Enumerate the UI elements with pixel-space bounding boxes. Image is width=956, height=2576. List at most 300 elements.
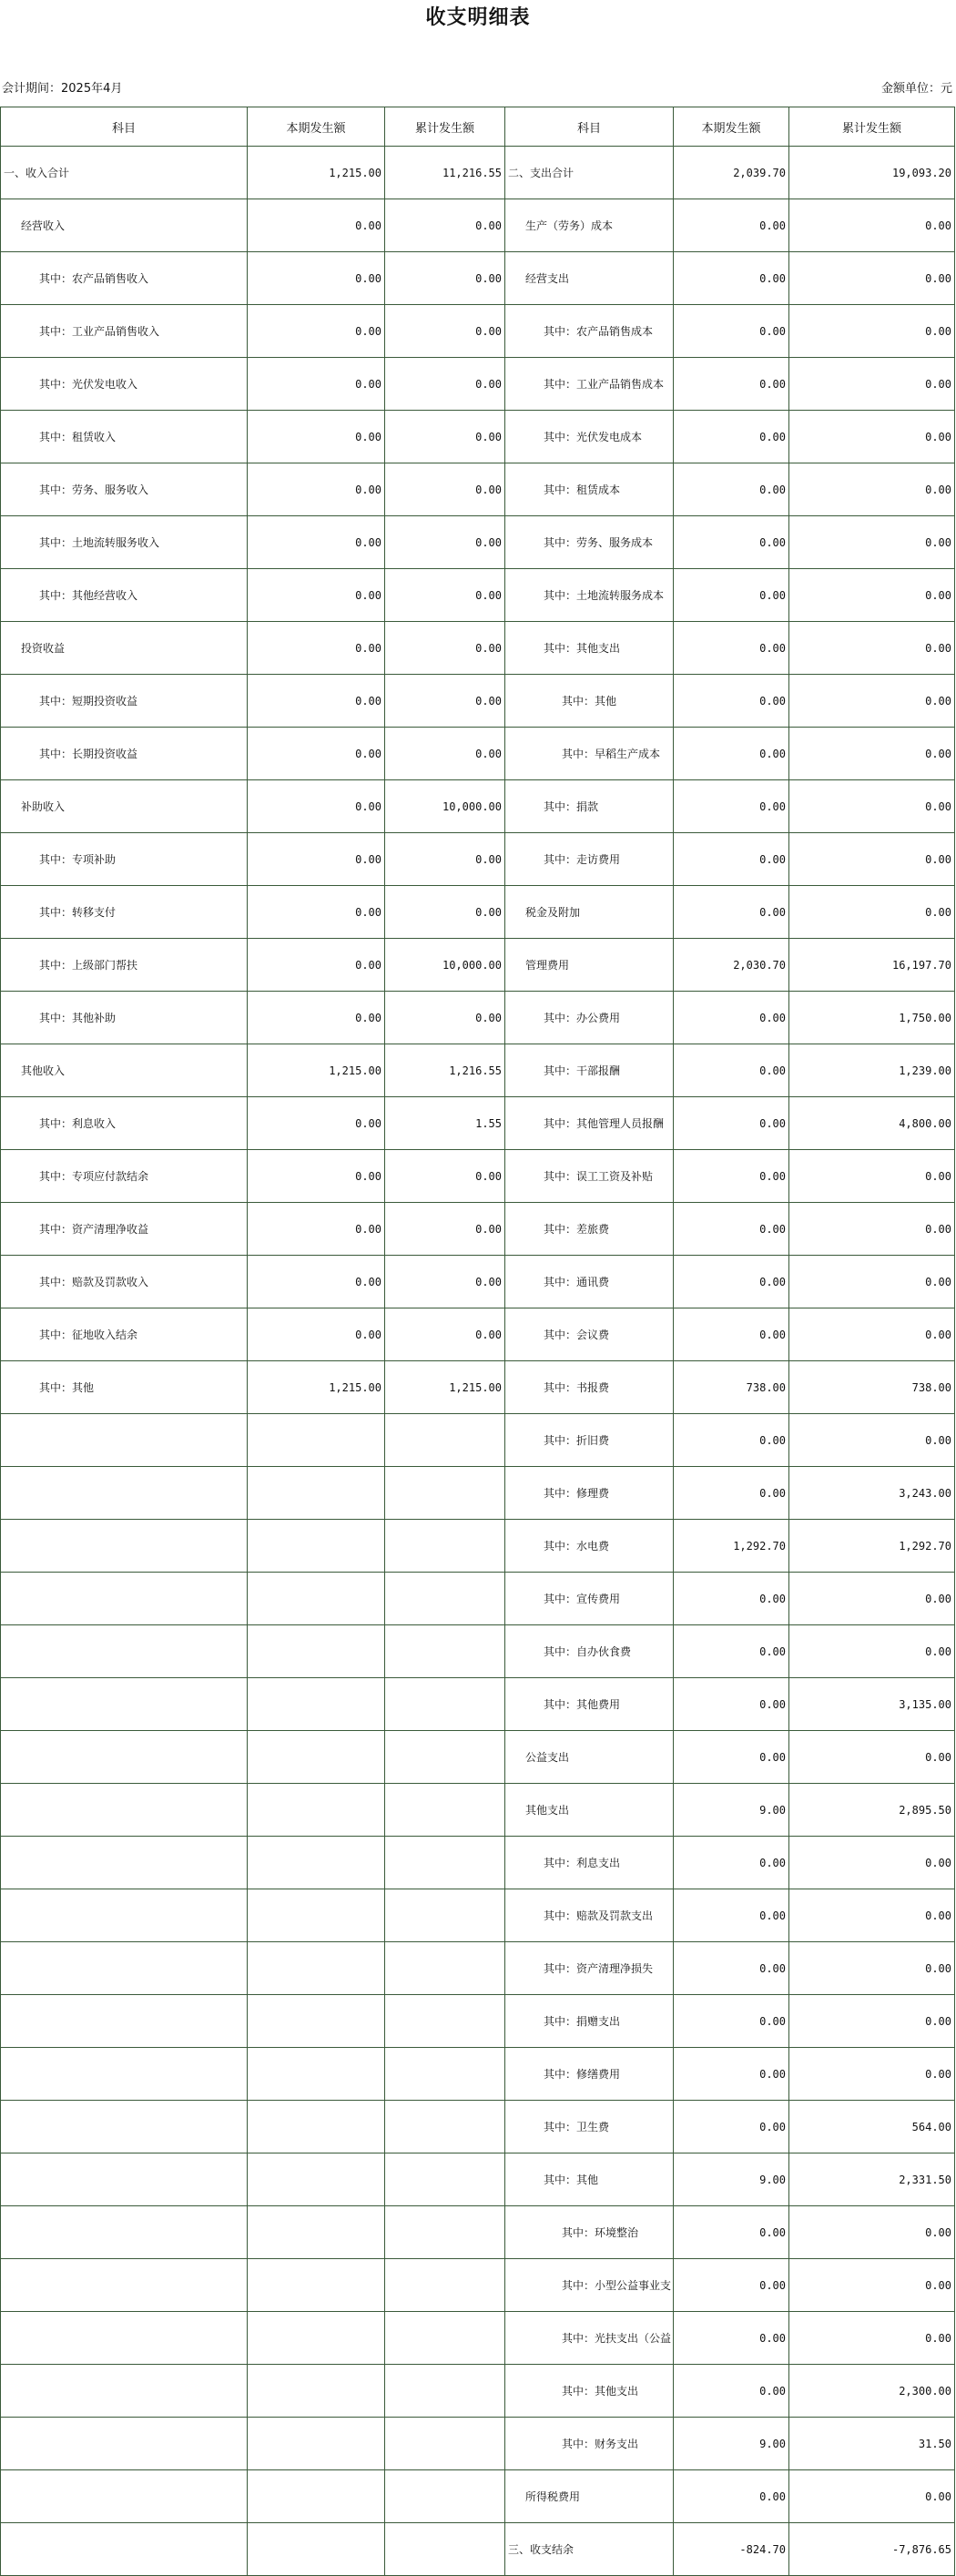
expense-cumulative-cell: 0.00 bbox=[789, 1573, 955, 1625]
expense-subject-cell: 其中：农产品销售成本 bbox=[505, 305, 674, 358]
income-current-cell bbox=[248, 2048, 385, 2101]
income-cumulative-cell bbox=[385, 2312, 505, 2365]
income-subject-cell: 其中：土地流转服务收入 bbox=[1, 516, 248, 569]
income-current-cell: 0.00 bbox=[248, 728, 385, 780]
income-cumulative-cell: 1,215.00 bbox=[385, 1361, 505, 1414]
income-cumulative-cell: 0.00 bbox=[385, 728, 505, 780]
income-current-cell bbox=[248, 2470, 385, 2523]
expense-cumulative-cell: 0.00 bbox=[789, 1308, 955, 1361]
expense-subject-cell: 其中：利息支出 bbox=[505, 1837, 674, 1889]
header-expense-cumulative: 累计发生额 bbox=[789, 107, 955, 147]
income-current-cell: 0.00 bbox=[248, 833, 385, 886]
expense-current-cell: 0.00 bbox=[674, 1256, 789, 1308]
expense-current-cell: 0.00 bbox=[674, 1044, 789, 1097]
expense-cumulative-cell: 2,300.00 bbox=[789, 2365, 955, 2418]
expense-subject-cell: 其中：光伏发电成本 bbox=[505, 411, 674, 463]
expense-current-cell: 0.00 bbox=[674, 2312, 789, 2365]
income-cumulative-cell bbox=[385, 1995, 505, 2048]
income-cumulative-cell: 0.00 bbox=[385, 886, 505, 939]
income-current-cell bbox=[248, 1414, 385, 1467]
table-row bbox=[1, 2153, 955, 2206]
table-row bbox=[1, 1889, 955, 1942]
income-subject-cell: 补助收入 bbox=[1, 780, 248, 833]
income-cumulative-cell bbox=[385, 2523, 505, 2576]
income-current-cell: 1,215.00 bbox=[248, 1044, 385, 1097]
expense-subject-cell: 其中：宣传费用 bbox=[505, 1573, 674, 1625]
table-row bbox=[1, 411, 955, 463]
expense-subject-cell: 其中：工业产品销售成本 bbox=[505, 358, 674, 411]
income-cumulative-cell bbox=[385, 2418, 505, 2470]
expense-cumulative-cell: 1,750.00 bbox=[789, 992, 955, 1044]
income-subject-cell: 其中：专项应付款结余 bbox=[1, 1150, 248, 1203]
expense-current-cell: 0.00 bbox=[674, 1995, 789, 2048]
income-current-cell bbox=[248, 1678, 385, 1731]
income-subject-cell: 其中：工业产品销售收入 bbox=[1, 305, 248, 358]
expense-cumulative-cell: 0.00 bbox=[789, 1256, 955, 1308]
income-current-cell bbox=[248, 1784, 385, 1837]
table-row bbox=[1, 1467, 955, 1520]
expense-cumulative-cell: 0.00 bbox=[789, 1995, 955, 2048]
expense-cumulative-cell: 19,093.20 bbox=[789, 147, 955, 199]
income-subject-cell: 其中：转移支付 bbox=[1, 886, 248, 939]
table-body bbox=[1, 147, 955, 2576]
expense-current-cell: 9.00 bbox=[674, 1784, 789, 1837]
table-row bbox=[1, 199, 955, 252]
income-current-cell: 0.00 bbox=[248, 992, 385, 1044]
table-row bbox=[1, 1784, 955, 1837]
expense-current-cell: 0.00 bbox=[674, 833, 789, 886]
expense-subject-cell: 其中：其他管理人员报酬 bbox=[505, 1097, 674, 1150]
income-subject-cell: 其他收入 bbox=[1, 1044, 248, 1097]
report-title: 收支明细表 bbox=[425, 5, 531, 29]
table-row bbox=[1, 2259, 955, 2312]
expense-subject-cell: 其中：会议费 bbox=[505, 1308, 674, 1361]
expense-current-cell: 0.00 bbox=[674, 1889, 789, 1942]
expense-current-cell: 0.00 bbox=[674, 992, 789, 1044]
expense-current-cell: 0.00 bbox=[674, 463, 789, 516]
income-subject-cell bbox=[1, 2470, 248, 2523]
table-row bbox=[1, 992, 955, 1044]
income-cumulative-cell: 1.55 bbox=[385, 1097, 505, 1150]
table-row bbox=[1, 1044, 955, 1097]
expense-cumulative-cell: 4,800.00 bbox=[789, 1097, 955, 1150]
income-current-cell bbox=[248, 2312, 385, 2365]
income-current-cell bbox=[248, 2523, 385, 2576]
income-subject-cell bbox=[1, 1837, 248, 1889]
expense-current-cell: 0.00 bbox=[674, 728, 789, 780]
income-current-cell bbox=[248, 2206, 385, 2259]
income-cumulative-cell bbox=[385, 1414, 505, 1467]
table-row bbox=[1, 1678, 955, 1731]
income-current-cell bbox=[248, 1995, 385, 2048]
expense-subject-cell: 其中：租赁成本 bbox=[505, 463, 674, 516]
expense-current-cell: 2,039.70 bbox=[674, 147, 789, 199]
expense-cumulative-cell: 0.00 bbox=[789, 675, 955, 728]
income-cumulative-cell bbox=[385, 2206, 505, 2259]
expense-subject-cell: 其中：干部报酬 bbox=[505, 1044, 674, 1097]
expense-current-cell: 0.00 bbox=[674, 2206, 789, 2259]
expense-current-cell: 0.00 bbox=[674, 516, 789, 569]
income-current-cell bbox=[248, 2259, 385, 2312]
income-subject-cell bbox=[1, 2365, 248, 2418]
income-cumulative-cell: 0.00 bbox=[385, 305, 505, 358]
income-cumulative-cell: 10,000.00 bbox=[385, 780, 505, 833]
table-row bbox=[1, 463, 955, 516]
expense-subject-cell: 其中：劳务、服务成本 bbox=[505, 516, 674, 569]
income-current-cell: 0.00 bbox=[248, 622, 385, 675]
table-row bbox=[1, 833, 955, 886]
expense-subject-cell: 生产（劳务）成本 bbox=[505, 199, 674, 252]
expense-current-cell: 0.00 bbox=[674, 622, 789, 675]
expense-cumulative-cell: 0.00 bbox=[789, 305, 955, 358]
expense-cumulative-cell: 0.00 bbox=[789, 2259, 955, 2312]
expense-cumulative-cell: 0.00 bbox=[789, 1889, 955, 1942]
income-current-cell bbox=[248, 2153, 385, 2206]
expense-subject-cell: 税金及附加 bbox=[505, 886, 674, 939]
income-cumulative-cell: 0.00 bbox=[385, 463, 505, 516]
expense-subject-cell: 经营支出 bbox=[505, 252, 674, 305]
income-cumulative-cell: 0.00 bbox=[385, 1256, 505, 1308]
table-row bbox=[1, 728, 955, 780]
income-cumulative-cell: 0.00 bbox=[385, 622, 505, 675]
expense-subject-cell: 其中：捐款 bbox=[505, 780, 674, 833]
expense-subject-cell: 其中：修缮费用 bbox=[505, 2048, 674, 2101]
income-cumulative-cell bbox=[385, 1467, 505, 1520]
table-row bbox=[1, 2365, 955, 2418]
expense-current-cell: 0.00 bbox=[674, 1150, 789, 1203]
income-subject-cell bbox=[1, 2259, 248, 2312]
income-subject-cell: 其中：利息收入 bbox=[1, 1097, 248, 1150]
expense-current-cell: 738.00 bbox=[674, 1361, 789, 1414]
expense-subject-cell: 二、支出合计 bbox=[505, 147, 674, 199]
income-subject-cell: 其中：其他 bbox=[1, 1361, 248, 1414]
income-subject-cell: 其中：上级部门帮扶 bbox=[1, 939, 248, 992]
table-row bbox=[1, 1414, 955, 1467]
header-income-current: 本期发生额 bbox=[248, 107, 385, 147]
table-row bbox=[1, 886, 955, 939]
expense-subject-cell: 其中：土地流转服务成本 bbox=[505, 569, 674, 622]
income-current-cell: 0.00 bbox=[248, 569, 385, 622]
income-current-cell: 0.00 bbox=[248, 1097, 385, 1150]
header-income-subject: 科目 bbox=[1, 107, 248, 147]
expense-cumulative-cell: 0.00 bbox=[789, 516, 955, 569]
income-cumulative-cell: 11,216.55 bbox=[385, 147, 505, 199]
expense-cumulative-cell: -7,876.65 bbox=[789, 2523, 955, 2576]
income-cumulative-cell: 0.00 bbox=[385, 1150, 505, 1203]
income-subject-cell: 其中：其他经营收入 bbox=[1, 569, 248, 622]
expense-cumulative-cell: 3,135.00 bbox=[789, 1678, 955, 1731]
table-row bbox=[1, 1097, 955, 1150]
expense-cumulative-cell: 16,197.70 bbox=[789, 939, 955, 992]
income-cumulative-cell bbox=[385, 1837, 505, 1889]
expense-subject-cell: 其中：其他 bbox=[505, 675, 674, 728]
expense-subject-cell: 其中：走访费用 bbox=[505, 833, 674, 886]
income-cumulative-cell: 0.00 bbox=[385, 1308, 505, 1361]
expense-current-cell: 0.00 bbox=[674, 1625, 789, 1678]
income-subject-cell bbox=[1, 1889, 248, 1942]
expense-current-cell: 0.00 bbox=[674, 675, 789, 728]
income-subject-cell bbox=[1, 2048, 248, 2101]
expense-cumulative-cell: 0.00 bbox=[789, 1414, 955, 1467]
expense-subject-cell: 其中：水电费 bbox=[505, 1520, 674, 1573]
income-cumulative-cell bbox=[385, 1520, 505, 1573]
income-cumulative-cell bbox=[385, 2048, 505, 2101]
income-current-cell bbox=[248, 1731, 385, 1784]
expense-subject-cell: 其中：财务支出 bbox=[505, 2418, 674, 2470]
income-cumulative-cell: 1,216.55 bbox=[385, 1044, 505, 1097]
income-cumulative-cell: 0.00 bbox=[385, 252, 505, 305]
table-row bbox=[1, 2048, 955, 2101]
expense-cumulative-cell: 0.00 bbox=[789, 2470, 955, 2523]
table-row bbox=[1, 622, 955, 675]
income-subject-cell bbox=[1, 1625, 248, 1678]
expense-cumulative-cell: 0.00 bbox=[789, 569, 955, 622]
income-current-cell: 0.00 bbox=[248, 252, 385, 305]
table-row bbox=[1, 147, 955, 199]
income-cumulative-cell: 0.00 bbox=[385, 1203, 505, 1256]
expense-current-cell: 0.00 bbox=[674, 1203, 789, 1256]
income-subject-cell: 其中：短期投资收益 bbox=[1, 675, 248, 728]
expense-current-cell: 0.00 bbox=[674, 1678, 789, 1731]
header-expense-current: 本期发生额 bbox=[674, 107, 789, 147]
expense-cumulative-cell: 738.00 bbox=[789, 1361, 955, 1414]
expense-current-cell: 0.00 bbox=[674, 1097, 789, 1150]
income-current-cell bbox=[248, 1942, 385, 1995]
expense-cumulative-cell: 0.00 bbox=[789, 780, 955, 833]
report-meta bbox=[0, 76, 954, 98]
income-current-cell: 0.00 bbox=[248, 1256, 385, 1308]
income-subject-cell bbox=[1, 1520, 248, 1573]
income-cumulative-cell bbox=[385, 2153, 505, 2206]
expense-subject-cell: 其中：办公费用 bbox=[505, 992, 674, 1044]
table-row bbox=[1, 780, 955, 833]
expense-cumulative-cell: 0.00 bbox=[789, 728, 955, 780]
income-cumulative-cell bbox=[385, 1625, 505, 1678]
expense-current-cell: 0.00 bbox=[674, 411, 789, 463]
expense-subject-cell: 三、收支结余 bbox=[505, 2523, 674, 2576]
income-current-cell: 0.00 bbox=[248, 411, 385, 463]
income-cumulative-cell: 0.00 bbox=[385, 675, 505, 728]
income-current-cell bbox=[248, 2365, 385, 2418]
expense-cumulative-cell: 0.00 bbox=[789, 1150, 955, 1203]
table-row bbox=[1, 1520, 955, 1573]
expense-current-cell: 0.00 bbox=[674, 569, 789, 622]
income-subject-cell bbox=[1, 1573, 248, 1625]
expense-current-cell: 0.00 bbox=[674, 1731, 789, 1784]
expense-subject-cell: 其中：赔款及罚款支出 bbox=[505, 1889, 674, 1942]
expense-subject-cell: 其中：书报费 bbox=[505, 1361, 674, 1414]
expense-current-cell: 0.00 bbox=[674, 1573, 789, 1625]
expense-current-cell: 0.00 bbox=[674, 2259, 789, 2312]
income-subject-cell bbox=[1, 1467, 248, 1520]
expense-current-cell: 0.00 bbox=[674, 252, 789, 305]
table-row bbox=[1, 1625, 955, 1678]
expense-subject-cell: 所得税费用 bbox=[505, 2470, 674, 2523]
accounting-period: 会计期间：2025年4月 bbox=[2, 82, 123, 96]
income-cumulative-cell bbox=[385, 2470, 505, 2523]
income-cumulative-cell bbox=[385, 1731, 505, 1784]
income-subject-cell bbox=[1, 2153, 248, 2206]
table-row bbox=[1, 1361, 955, 1414]
header-expense-subject: 科目 bbox=[505, 107, 674, 147]
income-cumulative-cell: 0.00 bbox=[385, 569, 505, 622]
expense-current-cell: 0.00 bbox=[674, 2101, 789, 2153]
income-subject-cell bbox=[1, 2312, 248, 2365]
income-current-cell bbox=[248, 2101, 385, 2153]
income-current-cell: 0.00 bbox=[248, 1150, 385, 1203]
income-current-cell: 0.00 bbox=[248, 516, 385, 569]
income-current-cell: 0.00 bbox=[248, 463, 385, 516]
expense-subject-cell: 其中：卫生费 bbox=[505, 2101, 674, 2153]
income-subject-cell: 其中：资产清理净收益 bbox=[1, 1203, 248, 1256]
header-income-cumulative: 累计发生额 bbox=[385, 107, 505, 147]
expense-current-cell: 0.00 bbox=[674, 358, 789, 411]
expense-subject-cell: 其中：其他支出 bbox=[505, 622, 674, 675]
expense-subject-cell: 其中：差旅费 bbox=[505, 1203, 674, 1256]
expense-current-cell: 0.00 bbox=[674, 1467, 789, 1520]
income-subject-cell: 其中：租赁收入 bbox=[1, 411, 248, 463]
table-row bbox=[1, 2101, 955, 2153]
expense-current-cell: 0.00 bbox=[674, 1942, 789, 1995]
expense-cumulative-cell: 0.00 bbox=[789, 1731, 955, 1784]
expense-cumulative-cell: 2,331.50 bbox=[789, 2153, 955, 2206]
expense-subject-cell: 其中：其他支出 bbox=[505, 2365, 674, 2418]
income-cumulative-cell bbox=[385, 1889, 505, 1942]
expense-subject-cell: 公益支出 bbox=[505, 1731, 674, 1784]
income-subject-cell bbox=[1, 2101, 248, 2153]
expense-cumulative-cell: 0.00 bbox=[789, 2048, 955, 2101]
expense-current-cell: 0.00 bbox=[674, 886, 789, 939]
expense-subject-cell: 其中：小型公益事业支 bbox=[505, 2259, 674, 2312]
table-row bbox=[1, 1731, 955, 1784]
income-cumulative-cell: 0.00 bbox=[385, 516, 505, 569]
income-current-cell bbox=[248, 1573, 385, 1625]
income-current-cell: 0.00 bbox=[248, 305, 385, 358]
expense-subject-cell: 其中：通讯费 bbox=[505, 1256, 674, 1308]
expense-subject-cell: 其中：光扶支出（公益 bbox=[505, 2312, 674, 2365]
income-subject-cell: 投资收益 bbox=[1, 622, 248, 675]
expense-subject-cell: 其中：自办伙食费 bbox=[505, 1625, 674, 1678]
income-current-cell: 0.00 bbox=[248, 939, 385, 992]
expense-subject-cell: 其他支出 bbox=[505, 1784, 674, 1837]
income-current-cell: 0.00 bbox=[248, 675, 385, 728]
table-row bbox=[1, 516, 955, 569]
income-current-cell: 1,215.00 bbox=[248, 1361, 385, 1414]
currency-unit: 金额单位：元 bbox=[880, 82, 952, 96]
income-expense-table bbox=[0, 107, 955, 2576]
table-row bbox=[1, 1995, 955, 2048]
income-subject-cell: 其中：劳务、服务收入 bbox=[1, 463, 248, 516]
table-row bbox=[1, 1308, 955, 1361]
expense-subject-cell: 其中：误工工资及补贴 bbox=[505, 1150, 674, 1203]
income-subject-cell: 其中：征地收入结余 bbox=[1, 1308, 248, 1361]
income-current-cell: 0.00 bbox=[248, 1203, 385, 1256]
table-row bbox=[1, 358, 955, 411]
table-row bbox=[1, 252, 955, 305]
income-cumulative-cell bbox=[385, 2365, 505, 2418]
income-subject-cell: 其中：专项补助 bbox=[1, 833, 248, 886]
income-current-cell bbox=[248, 1837, 385, 1889]
income-subject-cell bbox=[1, 1678, 248, 1731]
expense-cumulative-cell: 3,243.00 bbox=[789, 1467, 955, 1520]
expense-current-cell: 9.00 bbox=[674, 2418, 789, 2470]
income-subject-cell: 其中：光伏发电收入 bbox=[1, 358, 248, 411]
expense-cumulative-cell: 0.00 bbox=[789, 2206, 955, 2259]
expense-current-cell: -824.70 bbox=[674, 2523, 789, 2576]
expense-cumulative-cell: 0.00 bbox=[789, 622, 955, 675]
income-current-cell bbox=[248, 1625, 385, 1678]
expense-cumulative-cell: 0.00 bbox=[789, 833, 955, 886]
expense-cumulative-cell: 0.00 bbox=[789, 199, 955, 252]
expense-cumulative-cell: 0.00 bbox=[789, 358, 955, 411]
income-current-cell bbox=[248, 1467, 385, 1520]
income-cumulative-cell: 0.00 bbox=[385, 411, 505, 463]
income-current-cell bbox=[248, 2418, 385, 2470]
table-row bbox=[1, 2312, 955, 2365]
expense-current-cell: 0.00 bbox=[674, 199, 789, 252]
income-current-cell: 0.00 bbox=[248, 199, 385, 252]
income-cumulative-cell bbox=[385, 1678, 505, 1731]
expense-subject-cell: 其中：资产清理净损失 bbox=[505, 1942, 674, 1995]
income-current-cell bbox=[248, 1520, 385, 1573]
expense-cumulative-cell: 0.00 bbox=[789, 1837, 955, 1889]
income-cumulative-cell bbox=[385, 1942, 505, 1995]
table-row bbox=[1, 1150, 955, 1203]
income-current-cell: 0.00 bbox=[248, 780, 385, 833]
table-row bbox=[1, 2470, 955, 2523]
expense-current-cell: 0.00 bbox=[674, 1308, 789, 1361]
income-subject-cell: 其中：长期投资收益 bbox=[1, 728, 248, 780]
table-row bbox=[1, 939, 955, 992]
income-cumulative-cell: 10,000.00 bbox=[385, 939, 505, 992]
expense-current-cell: 0.00 bbox=[674, 2365, 789, 2418]
expense-subject-cell: 其中：其他费用 bbox=[505, 1678, 674, 1731]
table-header-row bbox=[1, 107, 955, 147]
table-row bbox=[1, 1942, 955, 1995]
expense-cumulative-cell: 1,239.00 bbox=[789, 1044, 955, 1097]
expense-cumulative-cell: 0.00 bbox=[789, 1203, 955, 1256]
income-subject-cell bbox=[1, 2523, 248, 2576]
expense-current-cell: 9.00 bbox=[674, 2153, 789, 2206]
expense-subject-cell: 其中：修理费 bbox=[505, 1467, 674, 1520]
income-subject-cell bbox=[1, 1942, 248, 1995]
income-current-cell: 0.00 bbox=[248, 886, 385, 939]
expense-cumulative-cell: 564.00 bbox=[789, 2101, 955, 2153]
income-subject-cell: 一、收入合计 bbox=[1, 147, 248, 199]
table-row bbox=[1, 1256, 955, 1308]
expense-subject-cell: 其中：环境整治 bbox=[505, 2206, 674, 2259]
income-subject-cell: 其中：农产品销售收入 bbox=[1, 252, 248, 305]
income-current-cell: 0.00 bbox=[248, 1308, 385, 1361]
income-subject-cell bbox=[1, 2418, 248, 2470]
expense-cumulative-cell: 1,292.70 bbox=[789, 1520, 955, 1573]
table-row bbox=[1, 569, 955, 622]
income-current-cell bbox=[248, 1889, 385, 1942]
income-subject-cell bbox=[1, 1731, 248, 1784]
table-row bbox=[1, 1573, 955, 1625]
expense-cumulative-cell: 0.00 bbox=[789, 886, 955, 939]
income-subject-cell: 其中：其他补助 bbox=[1, 992, 248, 1044]
income-current-cell: 1,215.00 bbox=[248, 147, 385, 199]
income-cumulative-cell bbox=[385, 2101, 505, 2153]
income-cumulative-cell: 0.00 bbox=[385, 199, 505, 252]
table-row bbox=[1, 305, 955, 358]
expense-cumulative-cell: 0.00 bbox=[789, 463, 955, 516]
expense-current-cell: 1,292.70 bbox=[674, 1520, 789, 1573]
expense-current-cell: 0.00 bbox=[674, 1837, 789, 1889]
income-cumulative-cell bbox=[385, 1573, 505, 1625]
income-current-cell: 0.00 bbox=[248, 358, 385, 411]
